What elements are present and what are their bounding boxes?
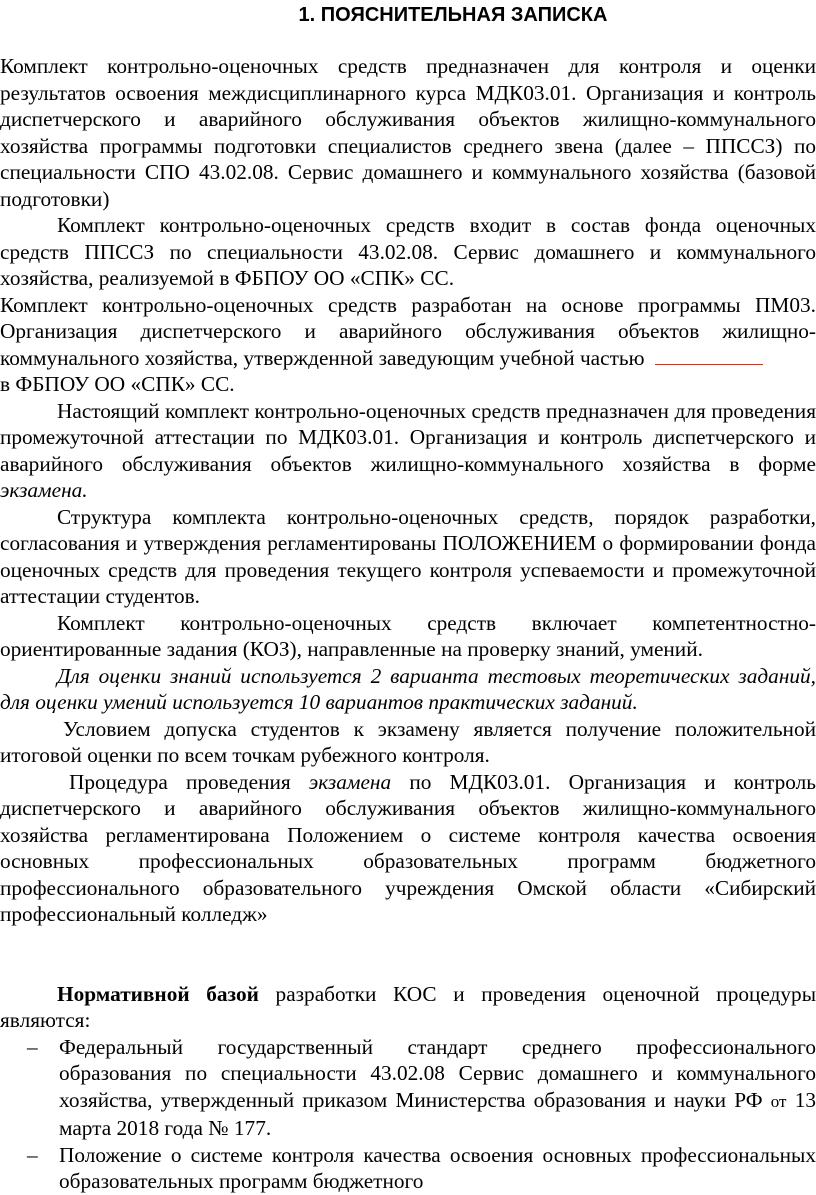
paragraph-structure: Структура комплекта контрольно-оценочных средств, порядок разработки, согласования и утверждения регламентированы ПОЛОЖЕНИЕМ о формировании фонда оценочных средств для проведения текущего контроля успеваемости и промежуточной аттестации студентов. <box>0 504 816 608</box>
list-dash: – <box>27 1034 38 1059</box>
list-item <box>0 1034 816 1142</box>
list-item-text: Положение о системе контроля качества освоения основных профессиональных образовательных программ бюджетного <box>59 1142 816 1193</box>
list-item-text: Федеральный государственный стандарт среднего профессионального образования по специальности 43.02.08 Сервис домашнего и коммунального хозяйства, утвержденный приказом Министерства образования и науки РФ <box>59 1034 816 1112</box>
paragraph-basis <box>0 292 816 398</box>
paragraph-attestation-form: экзамена. <box>0 478 88 502</box>
paragraph-normative <box>0 981 816 1034</box>
paragraph-basis-org: в ФБПОУ ОО «СПК» СС. <box>0 372 235 396</box>
paragraph-procedure-b: по МДК03.01. Организация и контроль диспетчерского и аварийного обслуживания объектов жилищно-коммунального хозяйства регламентирована Положением о системе контроля качества освоения основных профессиональных образовательных программ бюджетного профессионального образовательного учреждения Омской области «Сибирский профессиональный колледж» <box>0 769 816 926</box>
paragraph-procedure-italic: экзамена <box>308 769 392 794</box>
paragraph-admission: Условием допуска студентов к экзамену является получение положительной итоговой оценки по всем точкам рубежного контроля. <box>0 716 816 767</box>
document-body <box>0 53 816 1195</box>
list-item-date: 13 марта 2018 года № 177. <box>59 1087 816 1140</box>
paragraph-basis-text: Комплект контрольно-оценочных средств разработан на основе программы ПМ03. Организация диспетчерского и аварийного обслуживания объектов жилищно-коммунального хозяйства, утвержденной заведующим учебной частью <box>0 292 816 370</box>
list-item <box>0 1142 816 1195</box>
list-item-small: от <box>770 1091 787 1111</box>
paragraph-procedure-a: Процедура проведения <box>69 769 291 794</box>
page-title: 1. ПОЯСНИТЕЛЬНАЯ ЗАПИСКА <box>298 4 608 26</box>
paragraph-attestation-text: Настоящий комплект контрольно-оценочных средств предназначен для проведения промежуточной аттестации по МДК03.01. Организация и контроль диспетчерского и аварийного обслуживания объектов жилищно-коммунального хозяйства в форме <box>0 398 816 476</box>
normative-list <box>0 1034 816 1195</box>
paragraph-tasks: Комплект контрольно-оценочных средств включает компетентностно-ориентированные задания (КОЗ), направленные на проверку знаний, умений. <box>0 610 816 661</box>
paragraph-purpose: Комплект контрольно-оценочных средств предназначен для контроля и оценки результатов освоения междисциплинарного курса МДК03.01. Организация и контроль диспетчерского и аварийного обслуживания объектов жилищно-коммунального хозяйства программы подготовки специалистов среднего звена (далее – ППССЗ) по специальности СПО 43.02.08. Сервис домашнего и коммунального хозяйства (базовой подготовки) <box>0 54 816 211</box>
spacer <box>0 928 816 981</box>
normative-base-label: Нормативной базой <box>57 981 259 1006</box>
signature-line <box>655 346 763 365</box>
list-dash: – <box>27 1142 38 1167</box>
paragraph-variants: Для оценки знаний используется 2 варианта тестовых теоретических заданий, для оценки умений используется 10 вариантов практических заданий. <box>0 663 816 714</box>
normative-base-text: разработки КОС и проведения оценочной процедуры являются: <box>0 981 816 1032</box>
paragraph-procedure <box>0 769 816 928</box>
paragraph-attestation <box>0 398 816 504</box>
paragraph-fund: Комплект контрольно-оценочных средств входит в состав фонда оценочных средств ППССЗ по специальности 43.02.08. Сервис домашнего и коммунального хозяйства, реализуемой в ФБПОУ ОО «СПК» СС. <box>0 213 816 290</box>
